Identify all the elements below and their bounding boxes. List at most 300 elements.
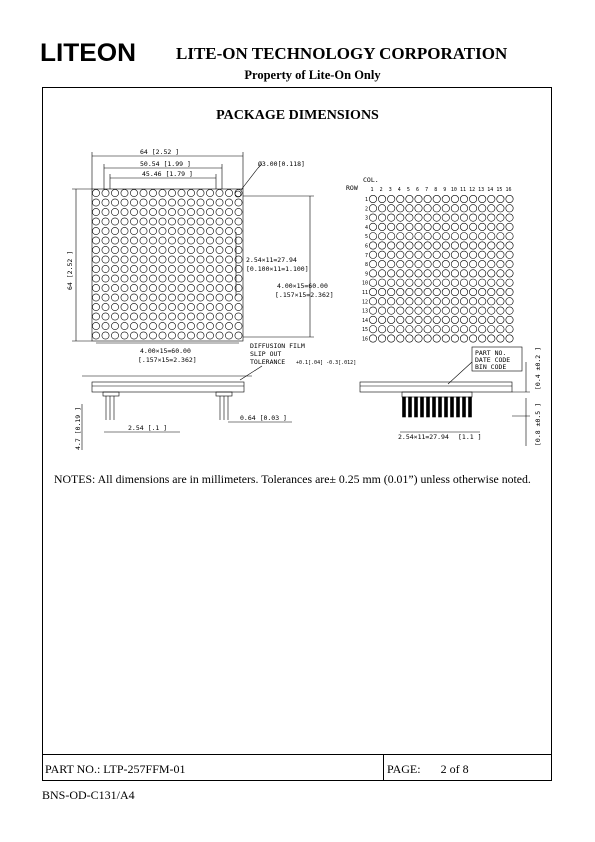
- schematic-led-dot: [460, 223, 467, 230]
- col-number: 11: [459, 187, 467, 193]
- label-width-total: 64 [2.52 ]: [140, 148, 180, 156]
- front-led-dot: [111, 208, 118, 215]
- schematic-led-dot: [497, 251, 504, 258]
- front-led-dot: [92, 246, 99, 253]
- row-number: 13: [361, 308, 368, 315]
- schematic-led-dot: [369, 251, 376, 258]
- front-led-dot: [178, 237, 185, 244]
- schematic-led-dot: [488, 326, 495, 333]
- row-number: 6: [364, 243, 368, 250]
- schematic-led-dot: [479, 251, 486, 258]
- front-led-dot: [187, 199, 194, 206]
- schematic-led-dot: [506, 298, 513, 305]
- front-led-dot: [149, 332, 156, 339]
- front-led-dot: [140, 303, 147, 310]
- front-led-dot: [206, 246, 213, 253]
- front-led-dot: [187, 332, 194, 339]
- front-led-dot: [178, 246, 185, 253]
- front-led-dot: [149, 313, 156, 320]
- page-number: 2 of 8: [440, 762, 469, 776]
- schematic-led-dot: [415, 251, 422, 258]
- schematic-led-dot: [378, 195, 385, 202]
- front-led-dot: [178, 265, 185, 272]
- schematic-led-dot: [424, 195, 431, 202]
- label-hole: Ø3.00[0.118]: [258, 160, 305, 168]
- schematic-led-dot: [378, 316, 385, 323]
- schematic-led-dot: [406, 195, 413, 202]
- front-led-dot: [187, 189, 194, 196]
- schematic-led-dot: [460, 214, 467, 221]
- schematic-led-dot: [442, 214, 449, 221]
- front-led-dot: [206, 189, 213, 196]
- front-led-dot: [149, 294, 156, 301]
- schematic-led-dot: [415, 233, 422, 240]
- front-led-dot: [102, 313, 109, 320]
- front-led-dot: [121, 284, 128, 291]
- label-pin-pitch: 2.54 [.1 ]: [128, 424, 168, 432]
- schematic-led-dot: [433, 288, 440, 295]
- front-led-dot: [149, 284, 156, 291]
- schematic-led-dot: [442, 242, 449, 249]
- front-led-dot: [92, 227, 99, 234]
- pin: [409, 397, 412, 417]
- front-led-dot: [130, 322, 137, 329]
- schematic-led-dot: [451, 214, 458, 221]
- footer-rule: [42, 754, 552, 755]
- schematic-led-dot: [442, 223, 449, 230]
- schematic-led-dot: [369, 205, 376, 212]
- front-led-dot: [197, 208, 204, 215]
- front-led-dot: [111, 313, 118, 320]
- front-led-dot: [225, 322, 232, 329]
- row-number: 3: [364, 215, 368, 222]
- front-led-dot: [178, 208, 185, 215]
- front-led-dot: [102, 256, 109, 263]
- front-led-dot: [197, 332, 204, 339]
- col-number: 15: [496, 187, 503, 193]
- schematic-led-dot: [415, 270, 422, 277]
- schematic-led-dot: [506, 205, 513, 212]
- schematic-led-dot: [506, 233, 513, 240]
- front-led-dot: [168, 313, 175, 320]
- schematic-led-dot: [433, 260, 440, 267]
- front-led-dot: [102, 303, 109, 310]
- front-led-dot: [178, 294, 185, 301]
- schematic-led-dot: [469, 214, 476, 221]
- front-led-dot: [225, 199, 232, 206]
- schematic-led-dot: [442, 233, 449, 240]
- front-led-dot: [235, 303, 242, 310]
- schematic-led-dot: [469, 326, 476, 333]
- schematic-led-dot: [415, 214, 422, 221]
- schematic-led-dot: [369, 316, 376, 323]
- front-led-dot: [102, 237, 109, 244]
- front-led-dot: [149, 275, 156, 282]
- front-led-dot: [159, 218, 166, 225]
- schematic-led-dot: [488, 233, 495, 240]
- schematic-led-dot: [479, 279, 486, 286]
- schematic-led-dot: [479, 335, 486, 342]
- front-led-dot: [168, 246, 175, 253]
- front-led-dot: [92, 313, 99, 320]
- col-number: 7: [425, 187, 429, 193]
- schematic-led-dot: [479, 205, 486, 212]
- schematic-led-dot: [378, 307, 385, 314]
- schematic-led-dot: [406, 205, 413, 212]
- page-label: PAGE:: [387, 762, 421, 776]
- front-led-dot: [159, 284, 166, 291]
- front-led-dot: [121, 227, 128, 234]
- pin: [445, 397, 448, 417]
- front-led-dot: [168, 208, 175, 215]
- front-led-dot: [168, 227, 175, 234]
- front-led-dot: [149, 265, 156, 272]
- schematic-led-dot: [406, 307, 413, 314]
- schematic-led-dot: [488, 251, 495, 258]
- schematic-led-dot: [488, 223, 495, 230]
- front-led-dot: [187, 275, 194, 282]
- front-led-dot: [216, 322, 223, 329]
- front-led-dot: [187, 246, 194, 253]
- front-led-dot: [187, 313, 194, 320]
- front-led-dot: [168, 265, 175, 272]
- schematic-led-dot: [397, 251, 404, 258]
- schematic-led-dot: [460, 288, 467, 295]
- schematic-led-dot: [497, 279, 504, 286]
- front-led-dot: [121, 189, 128, 196]
- schematic-led-dot: [433, 326, 440, 333]
- front-led-dot: [168, 237, 175, 244]
- label-pitch-h-in: [.157×15=2.362]: [138, 356, 197, 364]
- front-led-dot: [206, 313, 213, 320]
- schematic-led-dot: [397, 270, 404, 277]
- front-led-dot: [197, 265, 204, 272]
- front-led-dot: [178, 332, 185, 339]
- schematic-led-dot: [451, 270, 458, 277]
- schematic-led-dot: [424, 279, 431, 286]
- schematic-led-dot: [397, 298, 404, 305]
- label-film-2: SLIP OUT: [250, 350, 282, 358]
- front-led-dot: [216, 332, 223, 339]
- front-led-dot: [159, 303, 166, 310]
- label-pin-offset: 0.64 [0.03 ]: [240, 414, 287, 422]
- front-led-dot: [92, 218, 99, 225]
- schematic-led-dot: [369, 307, 376, 314]
- schematic-led-dot: [488, 288, 495, 295]
- side-pin-block: [103, 392, 119, 396]
- front-led-dot: [168, 275, 175, 282]
- front-led-dot: [102, 227, 109, 234]
- pin: [433, 397, 436, 417]
- front-led-dot: [206, 332, 213, 339]
- schematic-led-dot: [469, 270, 476, 277]
- schematic-led-dot: [378, 214, 385, 221]
- schematic-led-dot: [406, 223, 413, 230]
- schematic-led-dot: [406, 233, 413, 240]
- schematic-led-dot: [506, 242, 513, 249]
- schematic-led-dot: [378, 270, 385, 277]
- schematic-led-dot: [378, 335, 385, 342]
- front-led-dot: [140, 275, 147, 282]
- schematic-led-dot: [479, 270, 486, 277]
- label-film-3: TOLERANCE: [250, 358, 286, 366]
- schematic-led-dot: [488, 335, 495, 342]
- schematic-led-dot: [369, 270, 376, 277]
- front-led-dot: [178, 227, 185, 234]
- schematic-led-dot: [433, 205, 440, 212]
- front-led-dot: [216, 189, 223, 196]
- section-title: PACKAGE DIMENSIONS: [216, 108, 379, 123]
- side-body-right: [360, 382, 512, 392]
- front-led-dot: [225, 275, 232, 282]
- schematic-led-dot: [388, 205, 395, 212]
- schematic-led-dot: [406, 316, 413, 323]
- col-number: 1: [370, 187, 374, 193]
- front-led-dot: [121, 256, 128, 263]
- schematic-led-dot: [397, 242, 404, 249]
- front-led-dot: [149, 303, 156, 310]
- front-led-dot: [206, 294, 213, 301]
- schematic-led-dot: [488, 279, 495, 286]
- front-led-dot: [159, 256, 166, 263]
- package-drawing: [42, 140, 552, 450]
- schematic-led-dot: [460, 251, 467, 258]
- front-led-dot: [206, 265, 213, 272]
- front-led-dot: [111, 284, 118, 291]
- front-led-dot: [140, 246, 147, 253]
- schematic-led-dot: [378, 260, 385, 267]
- front-dot-grid: [92, 189, 242, 339]
- front-led-dot: [102, 208, 109, 215]
- schematic-led-dot: [424, 251, 431, 258]
- front-led-dot: [149, 218, 156, 225]
- schematic-led-dot: [415, 288, 422, 295]
- schematic-led-dot: [369, 242, 376, 249]
- front-led-dot: [92, 237, 99, 244]
- schematic-led-dot: [369, 214, 376, 221]
- front-led-dot: [197, 227, 204, 234]
- row-number: 4: [364, 224, 368, 231]
- schematic-led-dot: [424, 298, 431, 305]
- front-led-dot: [178, 189, 185, 196]
- col-number: 8: [434, 187, 438, 193]
- front-led-dot: [130, 237, 137, 244]
- front-led-dot: [140, 322, 147, 329]
- row-number: 11: [361, 290, 368, 296]
- row-number: 10: [361, 280, 368, 287]
- film-leader: [240, 366, 262, 380]
- schematic-led-dot: [424, 307, 431, 314]
- schematic-led-dot: [497, 223, 504, 230]
- schematic-led-dot: [451, 251, 458, 258]
- front-led-dot: [159, 227, 166, 234]
- col-number: 2: [379, 187, 383, 193]
- schematic-led-dot: [451, 223, 458, 230]
- front-led-dot: [178, 313, 185, 320]
- schematic-led-dot: [442, 251, 449, 258]
- label-date-code: DATE CODE: [475, 356, 511, 364]
- col-number: 10: [450, 187, 457, 193]
- front-led-dot: [197, 303, 204, 310]
- row-number: 2: [364, 206, 368, 213]
- schematic-led-dot: [378, 288, 385, 295]
- col-number: 9: [443, 187, 447, 193]
- front-led-dot: [216, 294, 223, 301]
- schematic-led-dot: [442, 335, 449, 342]
- label-pin-span: 2.54×11=27.94: [398, 433, 449, 441]
- front-led-dot: [130, 218, 137, 225]
- front-led-dot: [102, 246, 109, 253]
- front-led-dot: [225, 237, 232, 244]
- front-led-dot: [92, 275, 99, 282]
- front-led-dot: [111, 303, 118, 310]
- schematic-led-dot: [479, 242, 486, 249]
- front-led-dot: [225, 303, 232, 310]
- schematic-led-dot: [406, 335, 413, 342]
- schematic-led-dot: [388, 251, 395, 258]
- front-led-dot: [225, 208, 232, 215]
- front-led-dot: [121, 237, 128, 244]
- front-led-dot: [92, 322, 99, 329]
- schematic-led-dot: [479, 223, 486, 230]
- front-led-dot: [168, 332, 175, 339]
- label-bin-code: BIN CODE: [475, 363, 507, 371]
- front-led-dot: [159, 237, 166, 244]
- schematic-led-dot: [497, 214, 504, 221]
- schematic-led-dot: [506, 260, 513, 267]
- front-led-dot: [92, 332, 99, 339]
- front-led-dot: [130, 332, 137, 339]
- schematic-led-dot: [497, 260, 504, 267]
- schematic-led-dot: [497, 326, 504, 333]
- schematic-led-dot: [378, 242, 385, 249]
- front-led-dot: [140, 332, 147, 339]
- front-led-dot: [187, 294, 194, 301]
- schematic-led-dot: [433, 279, 440, 286]
- notes-text: NOTES: All dimensions are in millimeters. Tolerances are± 0.25 mm (0.01”) unless otherwise noted.: [54, 472, 531, 486]
- col-number: 6: [415, 187, 420, 193]
- front-led-dot: [206, 199, 213, 206]
- schematic-led-dot: [488, 205, 495, 212]
- schematic-led-dot: [469, 298, 476, 305]
- front-led-dot: [121, 294, 128, 301]
- hole-leader: [241, 168, 258, 190]
- front-led-dot: [168, 218, 175, 225]
- schematic-led-dot: [497, 307, 504, 314]
- schematic-led-dot: [424, 205, 431, 212]
- front-led-dot: [216, 246, 223, 253]
- schematic-led-dot: [378, 233, 385, 240]
- schematic-led-dot: [442, 316, 449, 323]
- front-led-dot: [149, 189, 156, 196]
- front-led-dot: [130, 246, 137, 253]
- front-led-dot: [92, 265, 99, 272]
- schematic-led-dot: [497, 270, 504, 277]
- front-led-dot: [235, 199, 242, 206]
- schematic-led-dot: [388, 326, 395, 333]
- front-led-dot: [235, 218, 242, 225]
- schematic-led-dot: [406, 260, 413, 267]
- pin: [457, 397, 460, 417]
- schematic-led-dot: [415, 242, 422, 249]
- schematic-led-dot: [479, 233, 486, 240]
- schematic-led-dot: [479, 316, 486, 323]
- box-leader: [448, 362, 472, 384]
- schematic-led-dot: [388, 307, 395, 314]
- front-led-dot: [216, 303, 223, 310]
- front-view: [66, 148, 356, 380]
- front-led-dot: [140, 294, 147, 301]
- schematic-led-dot: [442, 195, 449, 202]
- schematic-led-dot: [451, 298, 458, 305]
- front-led-dot: [225, 265, 232, 272]
- front-led-dot: [206, 284, 213, 291]
- front-led-dot: [216, 218, 223, 225]
- schematic-led-dot: [442, 270, 449, 277]
- schematic-led-dot: [469, 279, 476, 286]
- label-right-bot: [0.8 ±0.5 ]: [534, 402, 542, 446]
- row-number: 5: [364, 234, 368, 241]
- schematic-led-dot: [488, 242, 495, 249]
- front-led-dot: [102, 294, 109, 301]
- front-led-dot: [216, 256, 223, 263]
- schematic-led-dot: [369, 260, 376, 267]
- schematic-led-dot: [442, 279, 449, 286]
- front-led-dot: [206, 275, 213, 282]
- schematic-led-dot: [424, 270, 431, 277]
- schematic-led-dot: [506, 288, 513, 295]
- row-number: 7: [364, 252, 368, 259]
- label-width-inner: 50.54 [1.99 ]: [140, 160, 191, 168]
- schematic-led-dot: [415, 298, 422, 305]
- front-led-dot: [216, 313, 223, 320]
- schematic-led-dot: [424, 233, 431, 240]
- front-body-outline: [92, 189, 243, 341]
- schematic-led-dot: [433, 251, 440, 258]
- front-led-dot: [187, 322, 194, 329]
- schematic-led-dot: [460, 270, 467, 277]
- schematic-led-dot: [451, 335, 458, 342]
- schematic-led-dot: [469, 307, 476, 314]
- schematic-led-dot: [497, 298, 504, 305]
- front-led-dot: [130, 313, 137, 320]
- schematic-led-dot: [433, 335, 440, 342]
- schematic-led-dot: [433, 233, 440, 240]
- schematic-led-dot: [406, 270, 413, 277]
- front-led-dot: [140, 218, 147, 225]
- schematic-led-dot: [397, 233, 404, 240]
- front-led-dot: [130, 275, 137, 282]
- schematic-led-dot: [397, 260, 404, 267]
- front-led-dot: [178, 199, 185, 206]
- front-led-dot: [168, 303, 175, 310]
- col-number: 14: [487, 187, 494, 193]
- front-led-dot: [102, 322, 109, 329]
- front-led-dot: [159, 199, 166, 206]
- front-led-dot: [102, 199, 109, 206]
- front-led-dot: [149, 227, 156, 234]
- front-led-dot: [111, 294, 118, 301]
- document-code: BNS-OD-C131/A4: [42, 788, 135, 802]
- schematic-led-dot: [506, 316, 513, 323]
- front-led-dot: [235, 332, 242, 339]
- front-led-dot: [102, 218, 109, 225]
- schematic-led-dot: [451, 288, 458, 295]
- row-number: 8: [364, 262, 368, 269]
- front-led-dot: [130, 265, 137, 272]
- front-led-dot: [187, 303, 194, 310]
- schematic-led-dot: [415, 316, 422, 323]
